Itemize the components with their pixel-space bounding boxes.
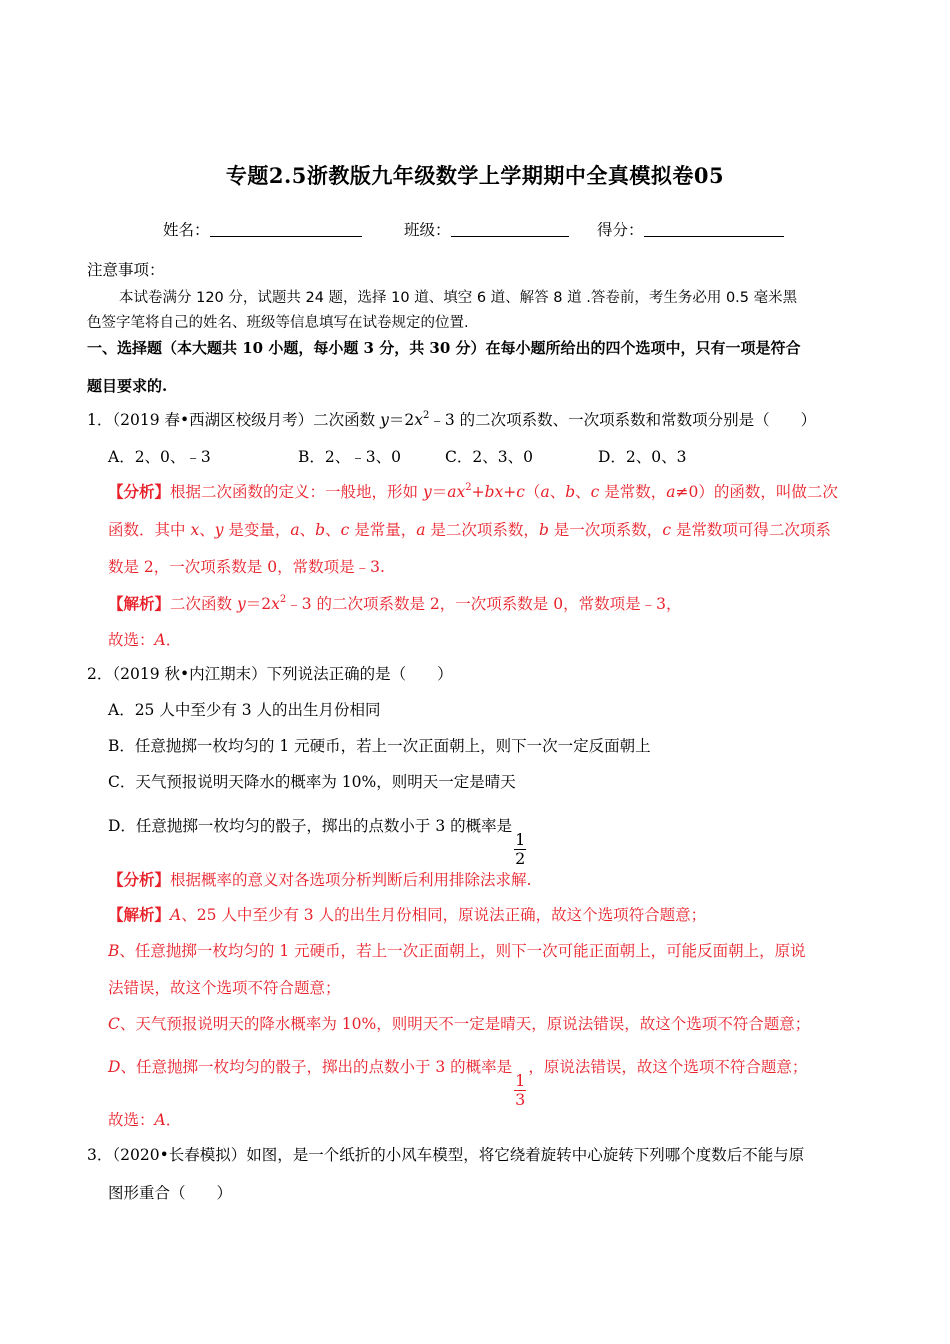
name-field	[163, 218, 362, 240]
question-1-answer: 故选：A．	[108, 631, 182, 649]
question-3-stem-line-2: 图形重合（ ）	[108, 1184, 233, 1202]
question-2-option-b: B．任意抛掷一枚均匀的 1 元硬币，若上一次正面朝上，则下一次一定反面朝上	[108, 737, 651, 755]
solution-tag: 【解析】	[108, 905, 171, 924]
page-title: 专题2.5浙教版九年级数学上学期期中全真模拟卷05	[225, 163, 725, 188]
question-1-option-b: B．2、﹣3、0	[298, 448, 401, 466]
question-2-option-d: D．任意抛掷一枚均匀的骰子，掷出的点数小于 3 的概率是 $\frac{1}{2}$	[108, 817, 526, 868]
section-heading-line-2: 题目要求的.	[87, 377, 168, 395]
notice-line-1: 本试卷满分 120 分，试题共 24 题，选择 10 道、填空 6 道、解答 8 道 .答卷前，考生务必用 0.5 毫米黑	[119, 290, 798, 306]
question-2-solution-a: 【解析】A、25 人中至少有 3 人的出生月份相同，原说法正确，故这个选项符合题意；	[108, 905, 707, 924]
question-1-option-c: C．2、3、0	[445, 448, 533, 466]
question-1-solution: 【解析】二次函数 $y=2x^2﹣3$ 的二次项系数是 2，一次项系数是 0，常数项是﹣3，	[108, 594, 682, 613]
question-1-analysis-line-1: 【分析】根据二次函数的定义：一般地，形如 $y=ax^2+bx+c(a$、b、c 是常数，a≠0）的函数，叫做二次	[108, 482, 838, 501]
question-2-solution-d: D、任意抛掷一枚均匀的骰子，掷出的点数小于 3 的概率是 $\frac{1}{3}$ ，原说法错误，故这个选项不符合题意；	[108, 1058, 808, 1109]
question-2-solution-b-line-1: B、任意抛掷一枚均匀的 1 元硬币，若上一次正面朝上，则下一次可能正面朝上，可能反面朝上，原说	[108, 942, 806, 960]
analysis-tag: 【分析】	[108, 482, 171, 501]
section-heading-line-1: 一、选择题（本大题共 10 小题，每小题 3 分，共 30 分）在每小题所给出的四个选项中，只有一项是符合	[87, 339, 801, 357]
question-1-stem: 1．（2019 春•西湖区校级月考）二次函数 $y=2x^2﹣3$ 的二次项系数、一次项系数和常数项分别是（ ）	[87, 410, 817, 429]
score-label: 得分：	[597, 221, 644, 239]
question-2-answer: 故选：A．	[108, 1111, 182, 1129]
question-1-analysis-line-2: 函数．其中 x、y 是变量，a、b、c 是常量，a 是二次项系数，b 是一次项系数，c 是常数项可得二次项系	[108, 521, 831, 539]
notice-heading: 注意事项：	[87, 261, 165, 279]
class-blank	[451, 222, 569, 237]
question-2-analysis: 【分析】根据概率的意义对各选项分析判断后利用排除法求解.	[108, 870, 532, 889]
question-2-stem: 2．（2019 秋•内江期末）下列说法正确的是（ ）	[87, 665, 453, 683]
name-blank	[210, 222, 362, 237]
solution-tag: 【解析】	[108, 594, 171, 613]
score-field	[597, 218, 784, 240]
question-2-option-a: A．25 人中至少有 3 人的出生月份相同	[108, 701, 381, 719]
question-2-option-c: C．天气预报说明天降水的概率为 10%，则明天一定是晴天	[108, 773, 516, 791]
fraction-one-half: $\frac{1}{2}$	[515, 830, 526, 868]
analysis-tag: 【分析】	[108, 870, 171, 889]
score-blank	[644, 222, 784, 237]
class-field	[404, 218, 569, 240]
question-1-option-a: A．2、0、﹣3	[108, 448, 211, 466]
class-label: 班级：	[404, 221, 451, 239]
question-3-stem-line-1: 3．（2020•长春模拟）如图，是一个纸折的小风车模型，将它绕着旋转中心旋转下列哪个度数后不能与原	[87, 1146, 805, 1164]
question-1-analysis-line-3: 数是 2，一次项系数是 0，常数项是﹣3.	[108, 558, 385, 576]
question-number: 2．	[87, 665, 113, 683]
question-2-solution-c: C、天气预报说明天的降水概率为 10%，则明天不一定是晴天，原说法错误，故这个选项不符合题意；	[108, 1015, 811, 1033]
question-1-option-d: D．2、0、3	[598, 448, 687, 466]
question-number: 3．	[87, 1146, 113, 1164]
fraction-one-third: $\frac{1}{3}$	[515, 1071, 526, 1109]
notice-line-2: 色签字笔将自己的姓名、班级等信息填写在试卷规定的位置.	[87, 315, 469, 331]
question-2-solution-b-line-2: 法错误，故这个选项不符合题意；	[108, 979, 341, 997]
name-label: 姓名：	[163, 221, 210, 239]
question-number: 1．	[87, 411, 113, 429]
